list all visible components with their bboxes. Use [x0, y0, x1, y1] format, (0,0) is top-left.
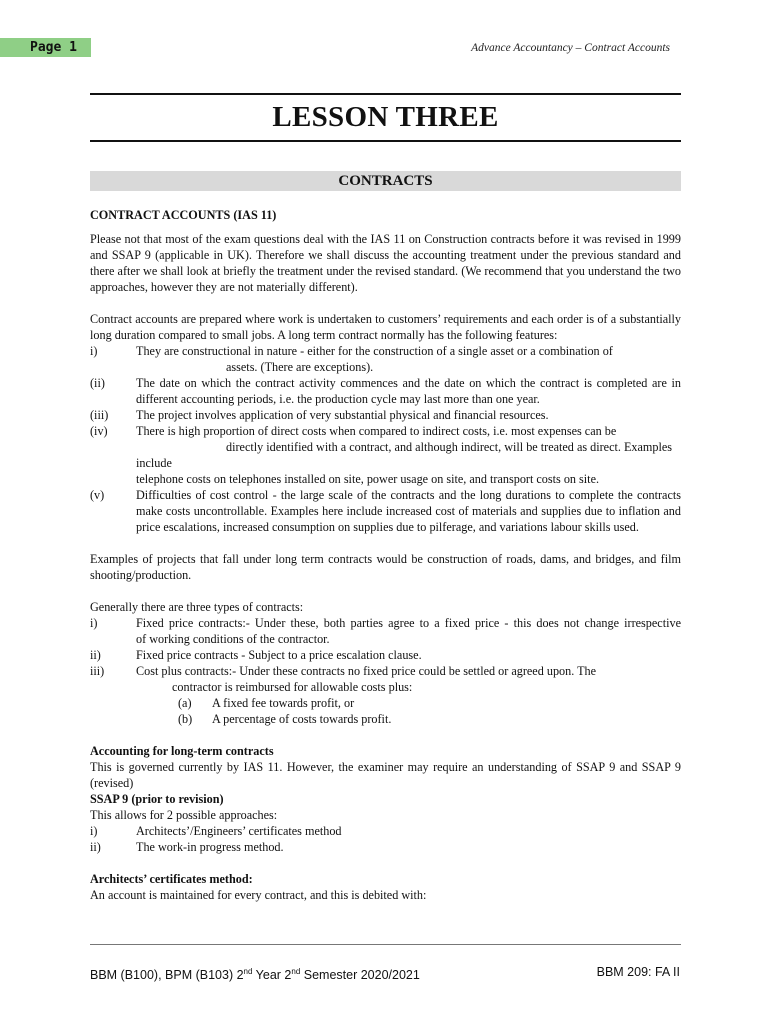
type-text: Fixed price contracts - Subject to a price escalation clause.: [136, 648, 422, 662]
ssap-heading: SSAP 9 (prior to revision): [90, 792, 224, 806]
page-number-badge: Page 1: [0, 38, 91, 57]
feature-number: (ii): [90, 376, 105, 390]
sub-heading: CONTRACT ACCOUNTS (IAS 11): [90, 208, 277, 222]
approach-number: ii): [90, 840, 101, 854]
feature-item: [90, 487, 681, 535]
footer-course-code: BBM 209: FA II: [596, 965, 680, 979]
footer-sup: nd: [243, 967, 253, 976]
feature-number: (iii): [90, 408, 109, 422]
feature-text: The project involves application of very substantial physical and financial resources.: [136, 408, 549, 422]
footer-text-c: Semester 2020/2021: [300, 968, 420, 983]
approach-number: i): [90, 824, 98, 838]
approach-text: The work-in progress method.: [136, 840, 284, 854]
title-top-rule: [90, 93, 681, 95]
document-body: [90, 207, 712, 903]
feature-text: They are constructional in nature - either for the construction of a single asset or a combination of: [136, 344, 613, 358]
intro-paragraph: Please not that most of the exam questions deal with the IAS 11 on Construction contracts before it was revised in 1999 and SSAP 9 (applicable in UK). Therefore we shall discuss the accounting treatment under the previous standard and there after we shall look at briefly the treatment under the revised standard. (We recommend that you understand the two approaches, however they are not materially different).: [90, 232, 681, 294]
feature-text: There is high proportion of direct costs when compared to indirect costs, i.e. most expenses can be: [136, 424, 617, 438]
sub-number: (a): [178, 696, 192, 710]
type-item: [90, 615, 712, 647]
feature-item: [90, 407, 681, 423]
type-continuation: contractor is reimbursed for allowable costs plus:: [172, 680, 413, 694]
feature-number: (iv): [90, 424, 108, 438]
running-header-title: Advance Accountancy – Contract Accounts: [471, 42, 670, 54]
type-number: i): [90, 616, 98, 630]
feature-text: The date on which the contract activity commences and the date on which the contract is completed are in different accounting periods, i.e. the production cycle may last more than one year.: [136, 376, 681, 406]
feature-continuation: directly identified with a contract, and although indirect, will be treated as direct. Examples: [226, 440, 673, 454]
footer-text-a: BBM (B100), BPM (B103) 2: [90, 968, 244, 983]
section-title-band: CONTRACTS: [90, 171, 681, 191]
feature-continuation: include: [136, 456, 172, 470]
sub-number: (b): [178, 712, 193, 726]
feature-continuation: assets. (There are exceptions).: [226, 360, 374, 374]
accounting-text: This is governed currently by IAS 11. However, the examiner may require an understanding of SSAP 9 and SSAP 9 (revised): [90, 760, 681, 790]
title-bottom-rule: [90, 140, 681, 142]
feature-continuation: telephone costs on telephones installed on site, power usage on site, and transport costs on site.: [136, 472, 600, 486]
type-item: [90, 647, 681, 663]
contract-accounts-paragraph: Contract accounts are prepared where work is undertaken to customers’ requirements and each order is of a substantially long duration compared to small jobs. A long term contract normally has the following features:: [90, 312, 681, 342]
types-intro: Generally there are three types of contracts:: [90, 600, 304, 614]
feature-text: Difficulties of cost control - the large scale of the contracts and the long durations to complete the contracts make costs uncontrollable. Examples here include increased cost of materials and supplies due to inflation and price escalations, increased consumption on supplies due to pilferage, and variations labour skills used.: [136, 488, 681, 534]
feature-item: [90, 343, 681, 359]
feature-number: i): [90, 344, 98, 358]
approach-item: [90, 823, 681, 839]
approach-text: Architects’/Engineers’ certificates method: [136, 824, 342, 838]
type-sub-item: [90, 695, 681, 711]
type-number: iii): [90, 664, 105, 678]
footer-course-info: [90, 964, 420, 983]
ssap-text: This allows for 2 possible approaches:: [90, 808, 278, 822]
feature-item: [90, 423, 681, 439]
lesson-title: LESSON THREE: [272, 101, 499, 133]
sub-text: A percentage of costs towards profit.: [212, 712, 392, 726]
footer-text-b: Year 2: [252, 968, 292, 983]
sub-text: A fixed fee towards profit, or: [212, 696, 355, 710]
approach-item: [90, 839, 681, 855]
type-number: ii): [90, 648, 101, 662]
type-text: Cost plus contracts:- Under these contracts no fixed price could be settled or agreed upon. The: [136, 664, 597, 678]
footer-rule: [90, 944, 681, 945]
type-item: [90, 663, 681, 679]
examples-paragraph: Examples of projects that fall under long term contracts would be construction of roads, dams, and bridges, and film shooting/production.: [90, 552, 681, 582]
accounting-heading: Accounting for long-term contracts: [90, 744, 274, 758]
type-text: Fixed price contracts:- Under these, both parties agree to a fixed price - this does not change irrespective of working conditions of the contractor.: [136, 616, 712, 646]
type-sub-item: [90, 711, 681, 727]
architects-heading: Architects’ certificates method:: [90, 872, 253, 886]
feature-number: (v): [90, 488, 105, 502]
architects-text: An account is maintained for every contract, and this is debited with:: [90, 888, 427, 902]
feature-item: [90, 375, 681, 407]
footer-sup: nd: [291, 967, 301, 976]
